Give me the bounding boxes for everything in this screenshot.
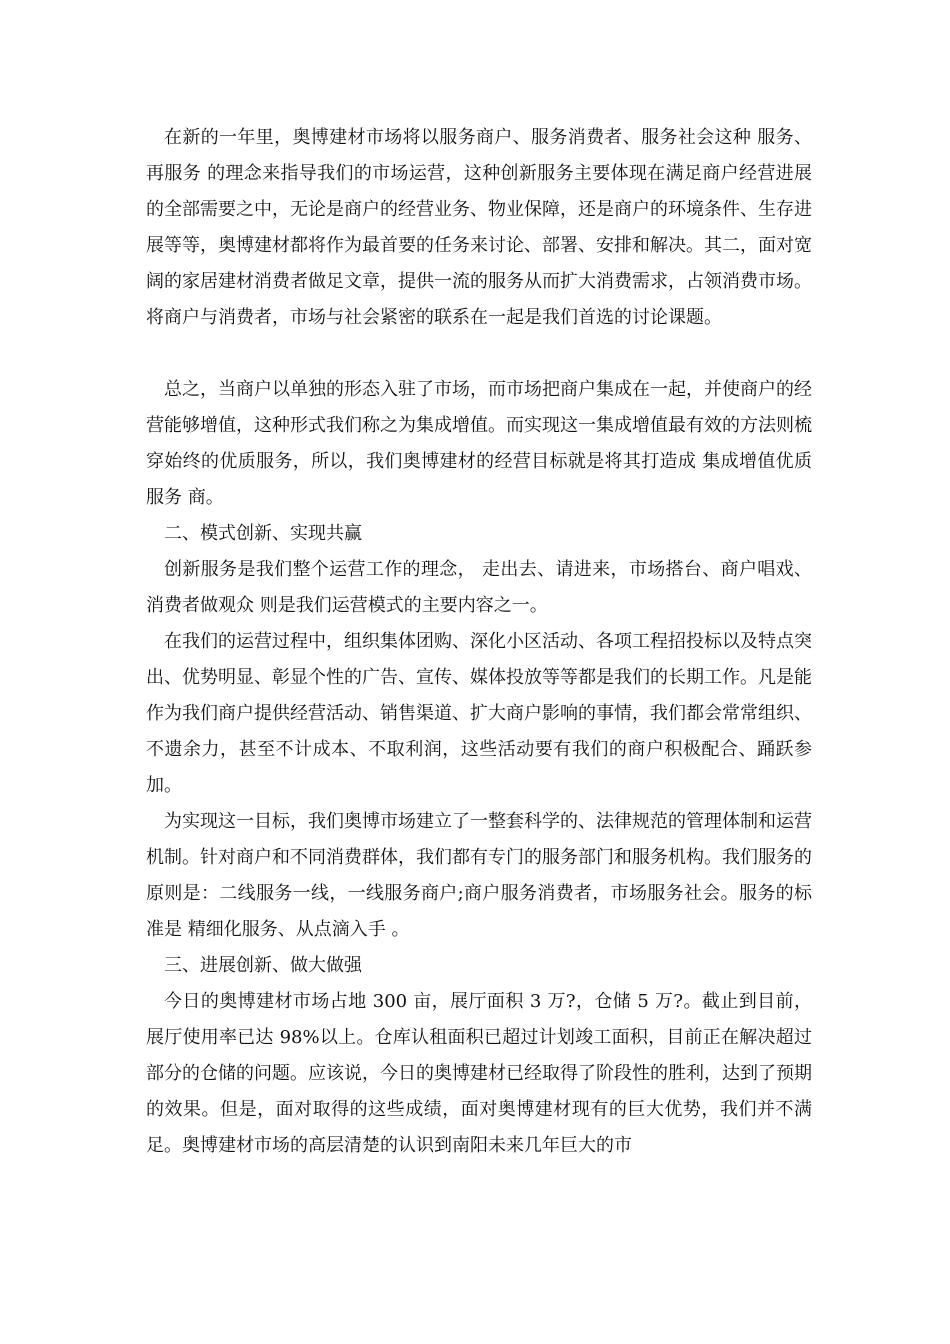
- section-heading-model-innovation: 二、模式创新、实现共赢: [164, 523, 362, 544]
- paragraph-current-status: 今日的奥博建材市场占地 300 亩，展厅面积 3 万?，仓储 5 万?。截止到目前，展厅使用率已达 98%以上。仓库认租面积已超过计划竣工面积，目前正在解决超过部分的仓储的问题。应该说，今日的奥博建材已经取得了阶段性的胜利，达到了预期的效果。但是，面对取得的这些成绩，面对奥博建材现有的巨大优势，我们并不满足。奥博建材市场的高层清楚的认识到南阳未来几年巨大的市: [146, 991, 812, 1156]
- paragraph-service-philosophy: 在新的一年里，奥博建材市场将以服务商户、服务消费者、服务社会这种 服务、再服务 的理念来指导我们的市场运营，这种创新服务主要体现在满足商户经营进展的全部需要之中，无论是商户的经营业务、物业保障，还是商户的环境条件、生存进展等等，奥博建材都将作为最首要的任务来讨论、部署、安排和解决。其二，面对宽阔的家居建材消费者做足文章，提供一流的服务从而扩大消费需求，占领消费市场。将商户与消费者，市场与社会紧密的联系在一起是我们首选的讨论课题。: [146, 127, 812, 328]
- paragraph-spacer: [146, 336, 812, 372]
- document-body: [146, 120, 812, 1164]
- paragraph-management-system: 为实现这一目标，我们奥博市场建立了一整套科学的、法律规范的管理体制和运营机制。针对商户和不同消费群体，我们都有专门的服务部门和服务机构。我们服务的原则是：二线服务一线，一线服务商户;商户服务消费者，市场服务社会。服务的标准是 精细化服务、从点滴入手 。: [146, 811, 812, 940]
- section-heading-development-innovation: 三、进展创新、做大做强: [164, 955, 362, 976]
- paragraph-operation-model: 创新服务是我们整个运营工作的理念， 走出去、请进来，市场搭台、商户唱戏、消费者做观众 则是我们运营模式的主要内容之一。: [146, 559, 812, 616]
- paragraph-operation-process: 在我们的运营过程中，组织集体团购、深化小区活动、各项工程招投标以及特点突出、优势明显、彰显个性的广告、宣传、媒体投放等等都是我们的长期工作。凡是能作为我们商户提供经营活动、销售渠道、扩大商户影响的事情，我们都会常常组织、不遗余力，甚至不计成本、不取利润，这些活动要有我们的商户积极配合、踊跃参加。: [146, 631, 812, 796]
- paragraph-integrated-value: 总之，当商户以单独的形态入驻了市场，而市场把商户集成在一起，并使商户的经营能够增值，这种形式我们称之为集成增值。而实现这一集成增值最有效的方法则梳穿始终的优质服务，所以，我们奥博建材的经营目标就是将其打造成 集成增值优质服务 商。: [146, 379, 812, 508]
